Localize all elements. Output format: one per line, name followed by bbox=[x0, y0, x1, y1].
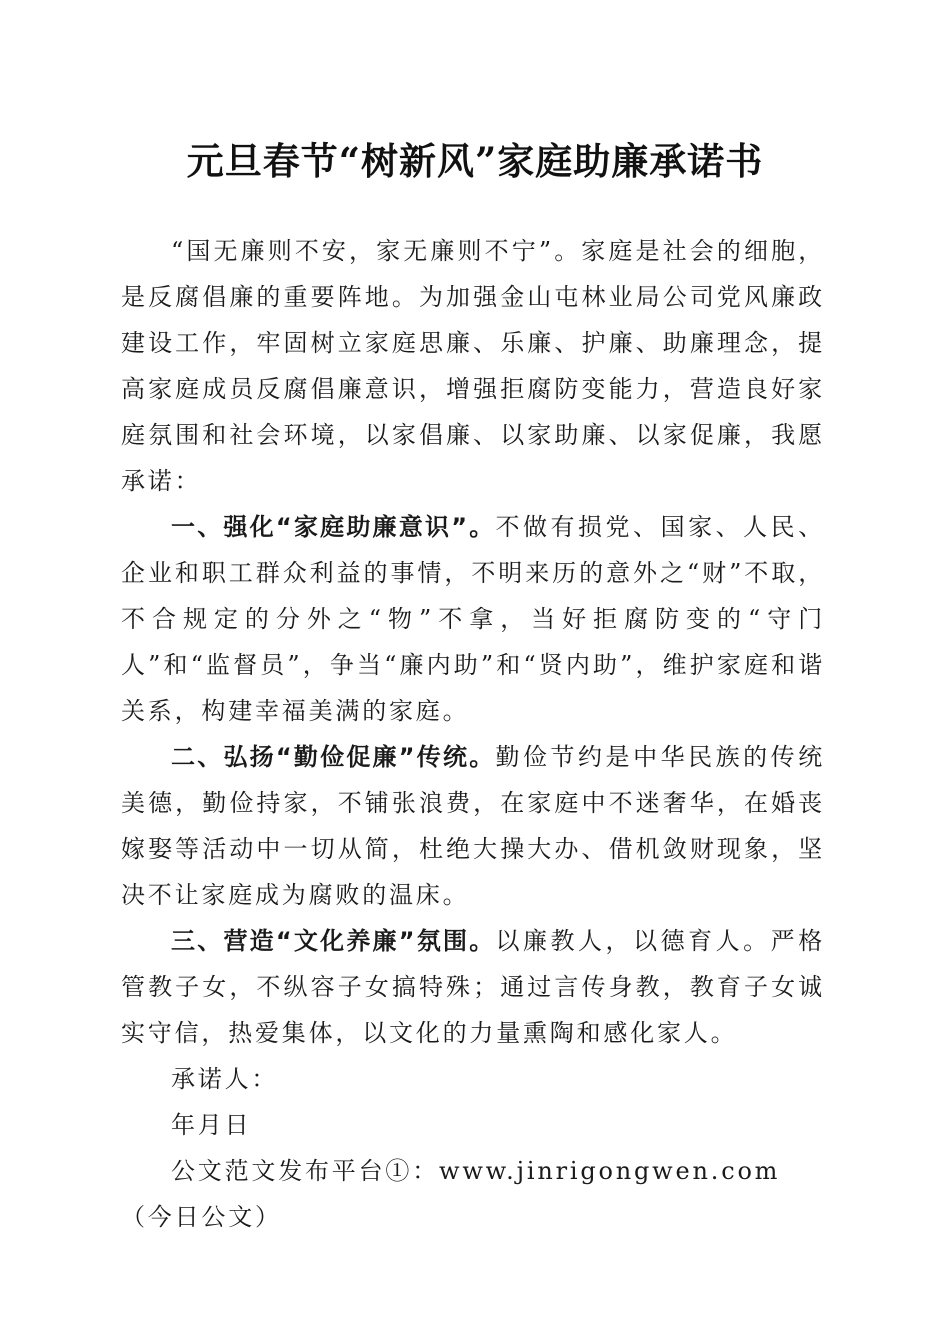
section-heading: 一、强化“家庭助廉意识”。 bbox=[171, 513, 496, 541]
section-heading: 二、弘扬“勤俭促廉”传统。 bbox=[171, 743, 496, 771]
section-heading: 三、营造“文化养廉”氛围。 bbox=[171, 927, 496, 955]
footer-source-line: 公文范文发布平台①：www.jinrigongwen.com（今日公文） bbox=[121, 1157, 781, 1231]
signatory-label: 承诺人： bbox=[171, 1065, 279, 1093]
section-text: 勤俭节约是中华民族的传统美德，勤俭持家，不铺张浪费，在家庭中不迷奢华，在婚丧嫁娶等活动中一切从简，杜绝大操大办、借机敛财现象，坚决不让家庭成为腐败的温床。 bbox=[121, 743, 826, 909]
document-title: 元旦春节“树新风”家庭助廉承诺书 bbox=[186, 139, 764, 183]
section-text: 以廉教人，以德育人。严格管教子女，不纵容子女搞特殊；通过言传身教，教育子女诚实守信，热爱集体，以文化的力量熏陶和感化家人。 bbox=[121, 927, 826, 1047]
section-paragraph bbox=[121, 734, 825, 918]
section-paragraph bbox=[121, 504, 825, 734]
section-paragraph bbox=[121, 918, 825, 1056]
intro-paragraph: “国无廉则不安，家无廉则不宁”。家庭是社会的细胞，是反腐倡廉的重要阵地。为加强金山屯林业局公司党风廉政建设工作，牢固树立家庭思廉、乐廉、护廉、助廉理念，提高家庭成员反腐倡廉意识，增强拒腐防变能力，营造良好家庭氛围和社会环境，以家倡廉、以家助廉、以家促廉，我愿承诺： bbox=[121, 237, 825, 495]
document-body bbox=[121, 228, 825, 1240]
date-label: 年月日 bbox=[171, 1111, 252, 1139]
section-text: 不做有损党、国家、人民、企业和职工群众利益的事情，不明来历的意外之“财”不取，不合规定的分外之“物”不拿，当好拒腐防变的“守门人”和“监督员”，争当“廉内助”和“贤内助”，维护家庭和谐关系，构建幸福美满的家庭。 bbox=[121, 513, 826, 725]
